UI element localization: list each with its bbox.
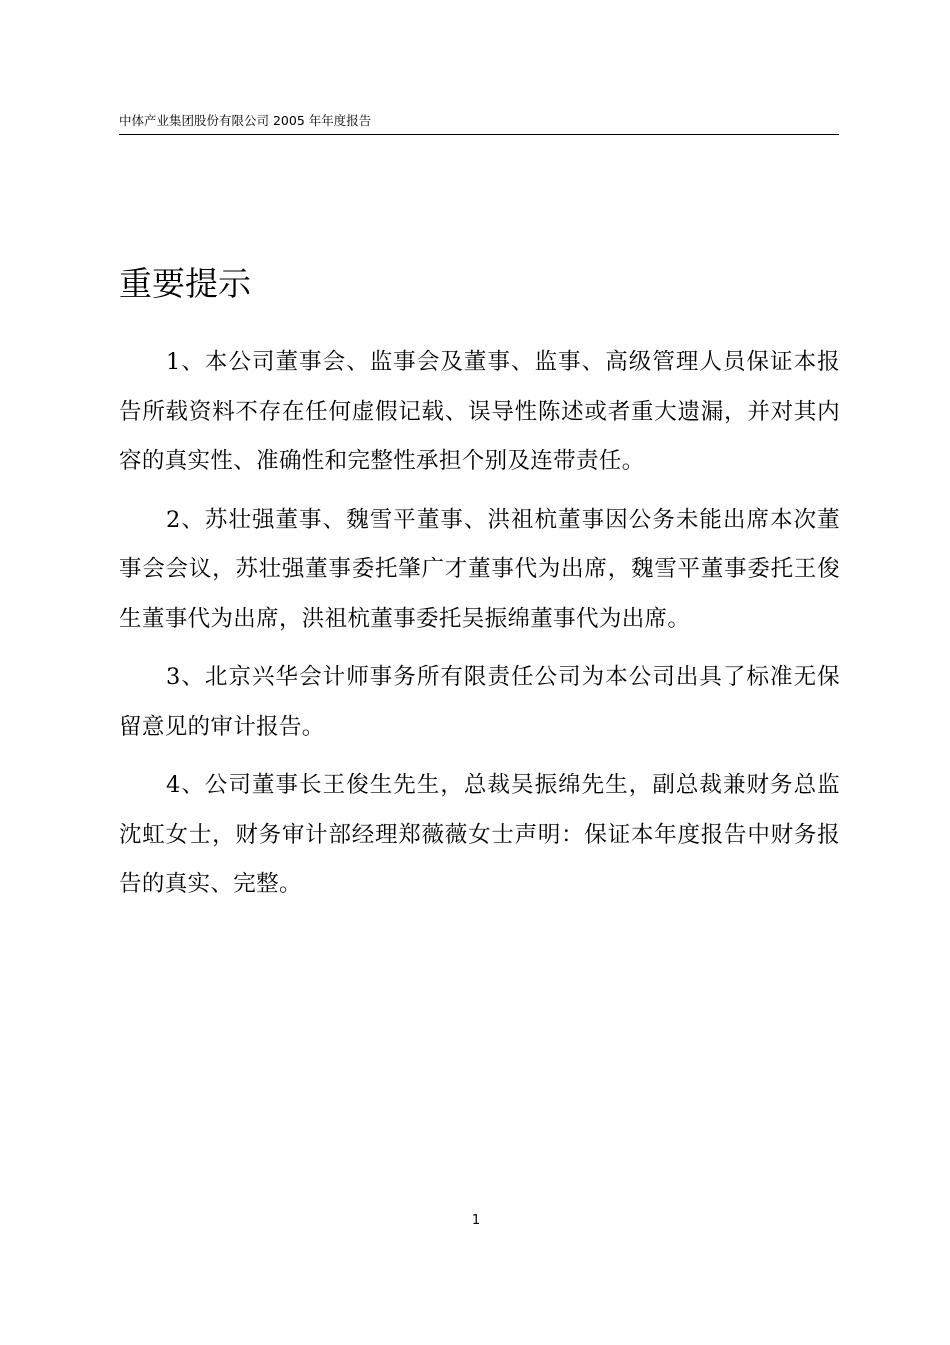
header-text: 中体产业集团股份有限公司 2005 年年度报告 — [119, 113, 372, 128]
notice-item-4: 4、公司董事长王俊生先生，总裁吴振绵先生，副总裁兼财务总监沈虹女士，财务审计部经理郑薇薇女士声明：保证本年度报告中财务报告的真实、完整。 — [119, 772, 840, 897]
notice-item-1: 1、本公司董事会、监事会及董事、监事、高级管理人员保证本报告所载资料不存在任何虚假记载、误导性陈述或者重大遗漏，并对其内容的真实性、准确性和完整性承担个别及连带责任。 — [119, 349, 840, 474]
page-header — [119, 112, 839, 135]
notice-list — [119, 338, 840, 919]
page-number: 1 — [471, 1213, 481, 1228]
page-title: 重要提示 — [119, 264, 251, 303]
notice-item-3: 3、北京兴华会计师事务所有限责任公司为本公司出具了标准无保留意见的审计报告。 — [119, 664, 840, 740]
notice-item-2: 2、苏壮强董事、魏雪平董事、洪祖杭董事因公务未能出席本次董事会会议，苏壮强董事委托肇广才董事代为出席，魏雪平董事委托王俊生董事代为出席，洪祖杭董事委托吴振绵董事代为出席。 — [119, 506, 840, 632]
